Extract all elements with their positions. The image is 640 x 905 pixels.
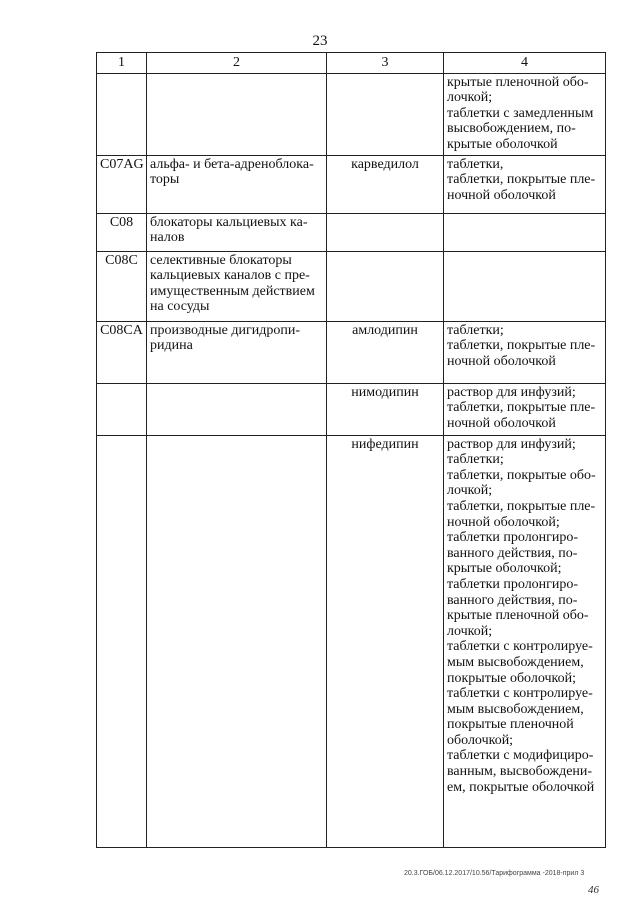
dosage-form-line: крытые оболочкой;	[447, 561, 562, 577]
dosage-form-line: таблетки, покрытые пле-	[447, 498, 596, 514]
dosage-form-line: таблетки;	[447, 452, 504, 468]
group-name-line: селективные блокаторы	[150, 252, 292, 268]
dosage-form-line: оболочкой;	[447, 732, 514, 748]
table-header-row	[97, 53, 606, 74]
group-name-cell	[147, 251, 327, 321]
header-col-4: 4	[444, 53, 606, 74]
footer-path: 20.3.ГОБ/06.12.2017/10.56/Тарифограмма -2018-прил 3	[404, 870, 585, 877]
dosage-form-line: раствор для инфузий;	[447, 384, 576, 400]
drug-name-cell	[327, 213, 444, 251]
atc-code-cell	[97, 73, 147, 155]
header-col-3: 3	[327, 53, 444, 74]
atc-code-cell: C08C	[97, 251, 147, 321]
dosage-form-line: раствор для инфузий;	[447, 436, 576, 452]
drug-name-cell	[327, 251, 444, 321]
drug-table	[96, 52, 606, 848]
dosage-form-line: ем, покрытые оболочкой	[447, 779, 595, 795]
drug-name-cell: амлодипин	[327, 321, 444, 383]
table-row	[97, 155, 606, 213]
group-name-cell	[147, 435, 327, 847]
dosage-form-line: ванного действия, по-	[447, 592, 578, 608]
group-name-cell	[147, 73, 327, 155]
dosage-form-line: таблетки;	[447, 322, 504, 338]
dosage-form-line: таблетки, покрытые пле-	[447, 172, 596, 188]
dosage-form-line: покрытые пленочной	[447, 717, 574, 733]
group-name-line: производные дигидропи-	[150, 322, 300, 338]
group-name-cell	[147, 383, 327, 435]
group-name-line: кальциевых каналов с пре-	[150, 268, 310, 284]
dosage-form-line: таблетки, покрытые пле-	[447, 338, 596, 354]
drug-name-cell	[327, 73, 444, 155]
dosage-form-line: лочкой;	[447, 90, 493, 106]
dosage-form-line: таблетки с контролируе-	[447, 686, 593, 702]
group-name-line: налов	[150, 230, 185, 246]
dosage-form-line: лочкой;	[447, 483, 493, 499]
handwritten-page-number: 46	[588, 884, 599, 896]
dosage-form-line: таблетки,	[447, 156, 504, 172]
atc-code-cell: C08CA	[97, 321, 147, 383]
dosage-forms-cell	[444, 435, 606, 847]
atc-code-cell	[97, 435, 147, 847]
atc-code-cell: C07AG	[97, 155, 147, 213]
dosage-form-line: таблетки, покрытые пле-	[447, 400, 596, 416]
dosage-forms-cell	[444, 383, 606, 435]
group-name-line: на сосуды	[150, 299, 210, 315]
dosage-form-line: ночной оболочкой	[447, 187, 556, 203]
group-name-line: альфа- и бета-адреноблока-	[150, 156, 314, 172]
dosage-form-line: покрытые оболочкой;	[447, 670, 577, 686]
group-name-cell	[147, 155, 327, 213]
dosage-forms-cell	[444, 251, 606, 321]
dosage-form-line: высвобождением, по-	[447, 121, 576, 137]
dosage-form-line: мым высвобождением,	[447, 654, 584, 670]
dosage-form-line: таблетки с модифициро-	[447, 748, 594, 764]
group-name-line: ридина	[150, 338, 193, 354]
dosage-form-line: ванного действия, по-	[447, 545, 578, 561]
dosage-forms-cell	[444, 73, 606, 155]
dosage-form-line: ночной оболочкой	[447, 353, 556, 369]
header-col-1: 1	[97, 53, 147, 74]
dosage-forms-cell	[444, 213, 606, 251]
table-row	[97, 383, 606, 435]
dosage-form-line: мым высвобождением,	[447, 701, 584, 717]
dosage-form-line: ночной оболочкой	[447, 415, 556, 431]
group-name-line: имущественным действием	[150, 283, 315, 299]
dosage-form-line: лочкой;	[447, 623, 493, 639]
dosage-form-line: крытые пленочной обо-	[447, 608, 589, 624]
table-row	[97, 213, 606, 251]
dosage-form-line: таблетки пролонгиро-	[447, 530, 579, 546]
group-name-line: торы	[150, 172, 180, 188]
dosage-form-line: таблетки с замедленным	[447, 105, 594, 121]
page-number: 23	[312, 33, 328, 49]
header-col-2: 2	[147, 53, 327, 74]
table-row	[97, 251, 606, 321]
dosage-form-line: ванным, высвобождени-	[447, 764, 593, 780]
dosage-form-line: ночной оболочкой;	[447, 514, 560, 530]
atc-code-cell: C08	[97, 213, 147, 251]
table-row	[97, 435, 606, 847]
dosage-forms-cell	[444, 321, 606, 383]
dosage-form-line: таблетки, покрытые обо-	[447, 467, 596, 483]
table-row	[97, 73, 606, 155]
drug-name-cell: нимодипин	[327, 383, 444, 435]
dosage-form-line: крытые оболочкой	[447, 136, 558, 152]
dosage-form-line: таблетки пролонгиро-	[447, 576, 579, 592]
group-name-cell	[147, 321, 327, 383]
atc-code-cell	[97, 383, 147, 435]
drug-name-cell: нифедипин	[327, 435, 444, 847]
group-name-cell	[147, 213, 327, 251]
drug-name-cell: карведилол	[327, 155, 444, 213]
table-row	[97, 321, 606, 383]
dosage-forms-cell	[444, 155, 606, 213]
dosage-form-line: таблетки с контролируе-	[447, 639, 593, 655]
table-body	[97, 73, 606, 847]
group-name-line: блокаторы кальциевых ка-	[150, 214, 308, 230]
dosage-form-line: крытые пленочной обо-	[447, 74, 589, 90]
